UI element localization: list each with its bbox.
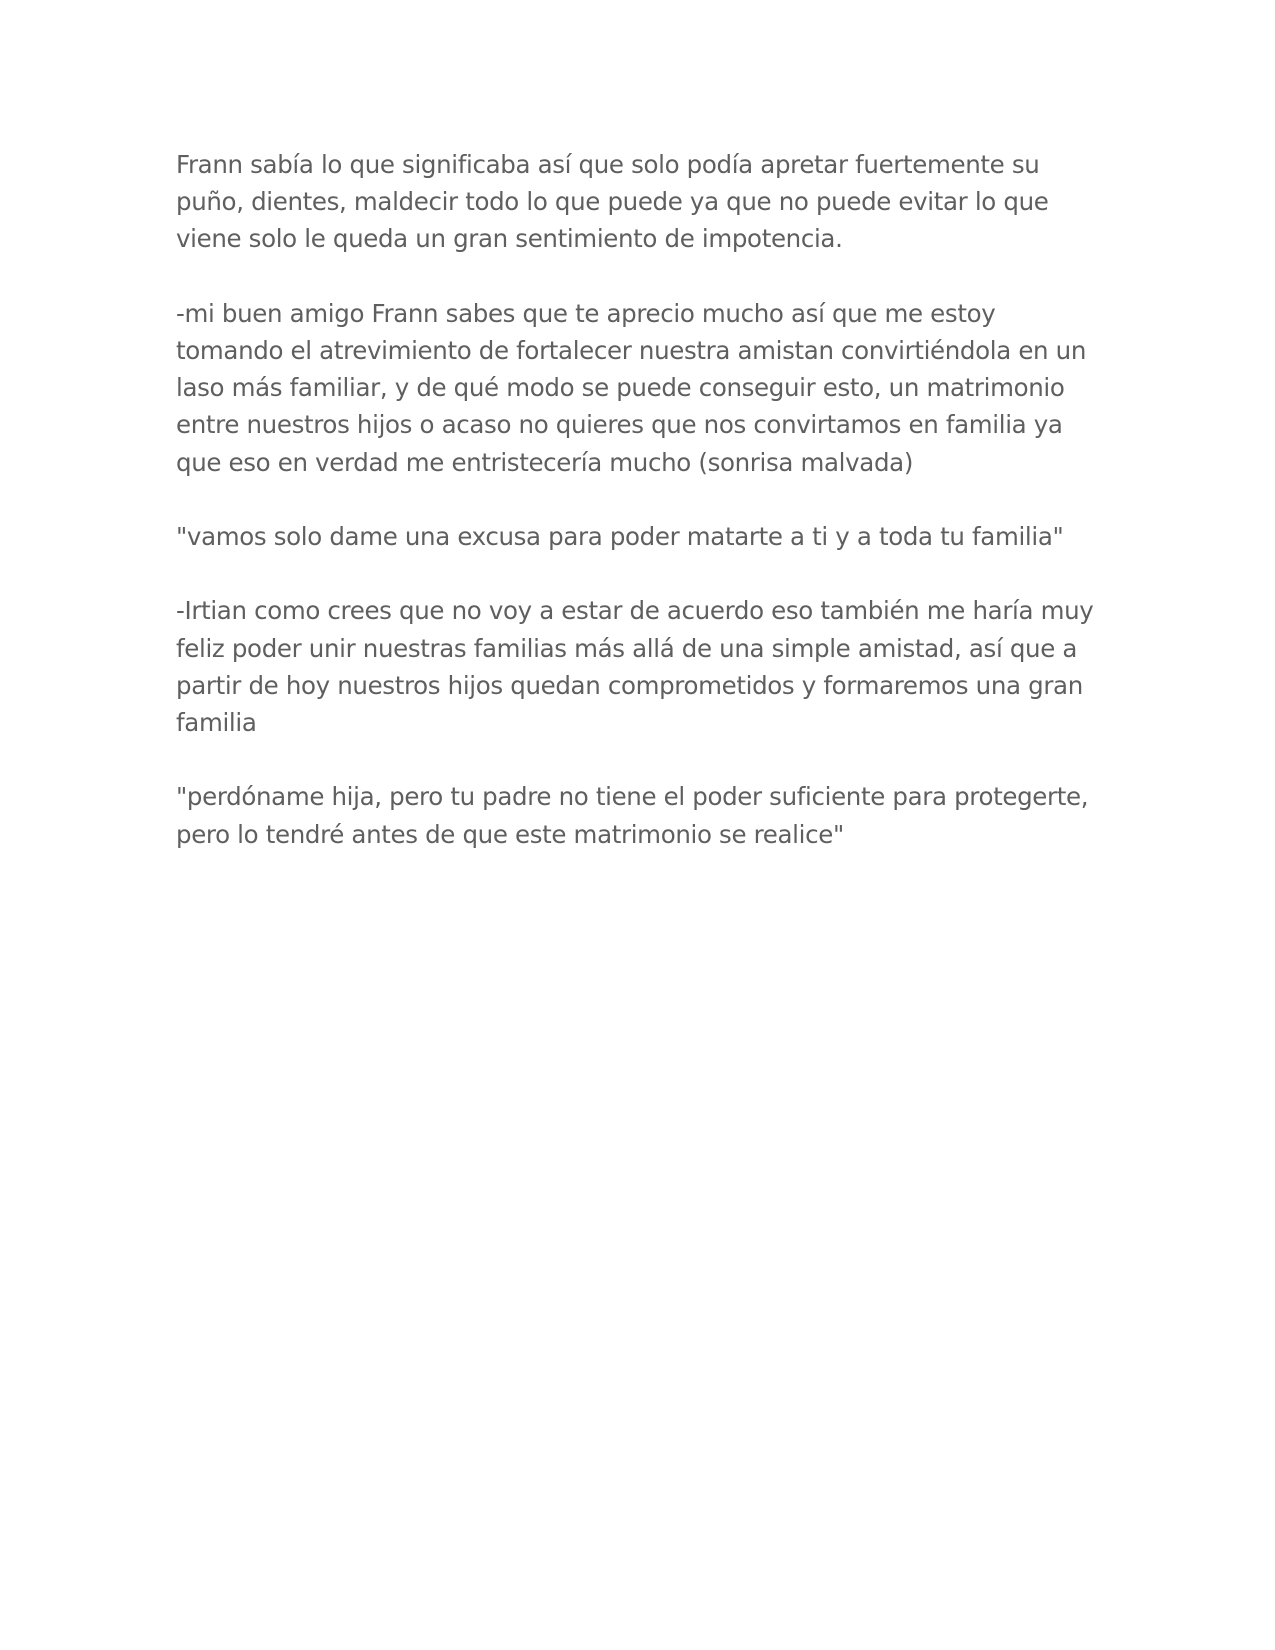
paragraph-5: "perdóname hija, pero tu padre no tiene el poder suficiente para protegerte, pero lo tendré antes de que este matrimonio se realice" [176, 782, 1089, 849]
paragraph-2: -mi buen amigo Frann sabes que te aprecio mucho así que me estoy tomando el atrevimiento de fortalecer nuestra amistan convirtiéndola en un laso más familiar, y de qué modo se puede conseguir esto, un matrimonio entre nuestros hijos o acaso no quieres que nos convirtamos en familia ya que eso en verdad me entristecería mucho (sonrisa malvada) [176, 298, 1087, 477]
document-body [176, 146, 1106, 890]
paragraph-4: -Irtian como crees que no voy a estar de acuerdo eso también me haría muy feliz poder unir nuestras familias más allá de una simple amistad, así que a partir de hoy nuestros hijos quedan comprometidos y formaremos una gran familia [176, 596, 1094, 737]
paragraph-1: Frann sabía lo que significaba así que solo podía apretar fuertemente su puño, dientes, maldecir todo lo que puede ya que no puede evitar lo que viene solo le queda un gran sentimiento de impotencia. [176, 150, 1049, 254]
paragraph-3: "vamos solo dame una excusa para poder matarte a ti y a toda tu familia" [176, 522, 1064, 551]
